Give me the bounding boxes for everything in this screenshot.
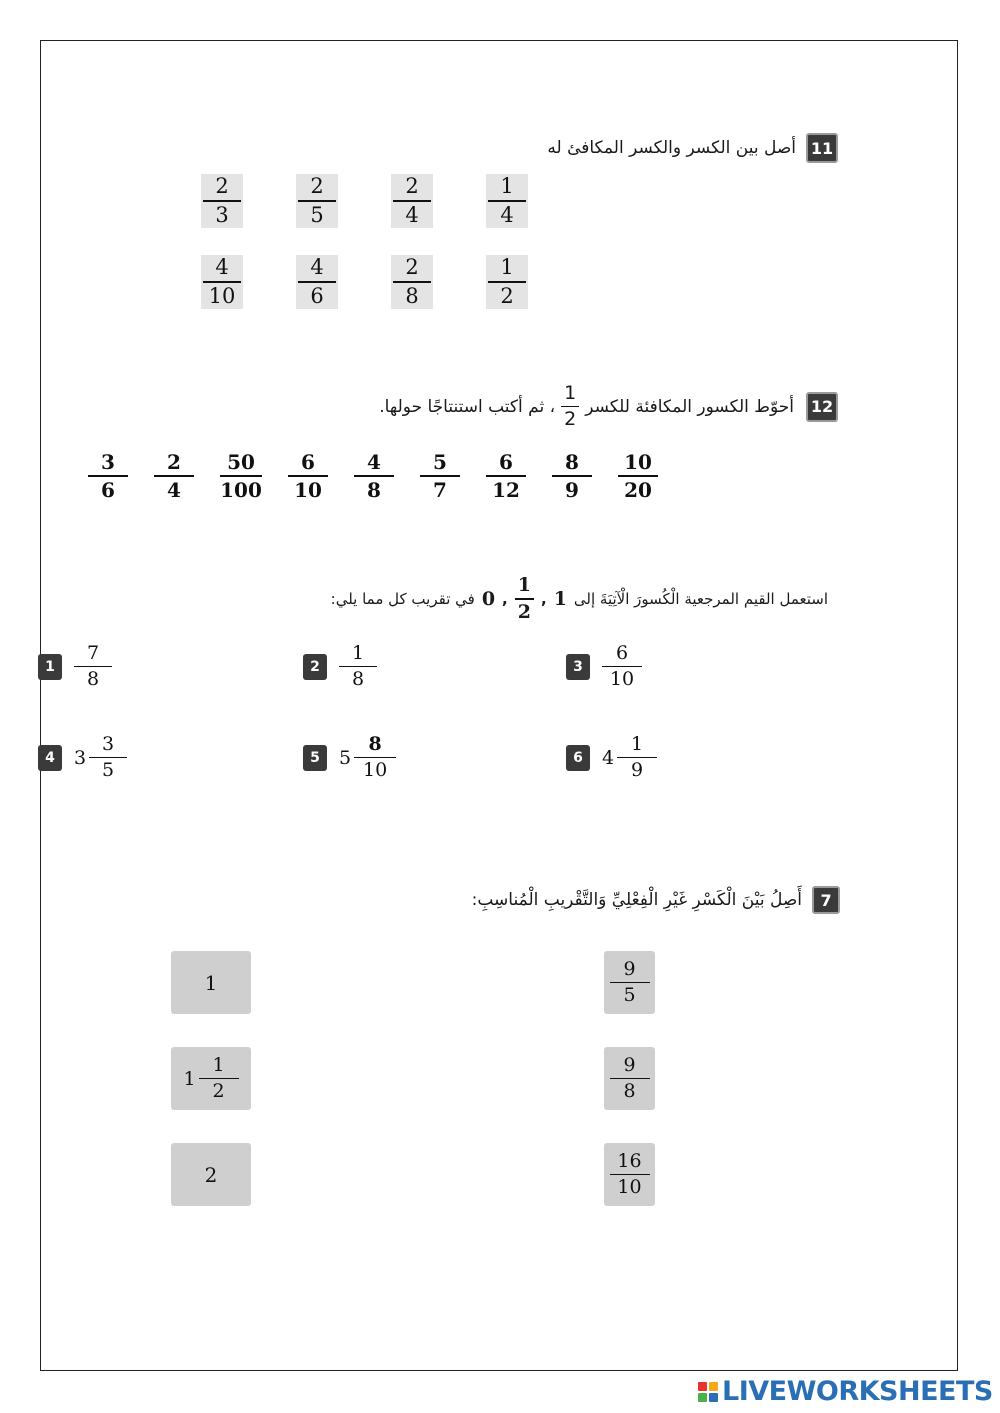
fraction-bar	[203, 200, 241, 202]
denominator: 5	[623, 984, 636, 1006]
denominator: 5	[102, 759, 115, 781]
fraction-bar	[393, 200, 431, 202]
q11-fraction[interactable]	[296, 174, 338, 228]
fraction-bar	[610, 982, 650, 983]
q7-right-box[interactable]	[604, 1047, 655, 1110]
q12-title-after: ، ثم أكتب استنتاجًا حولها.	[379, 396, 556, 417]
fraction-bar	[74, 666, 112, 667]
numerator: 9	[623, 958, 636, 980]
ref-value-half	[515, 576, 534, 622]
logo-mark-icon	[698, 1382, 718, 1402]
q11-heading	[547, 133, 838, 163]
numerator: 5	[433, 450, 447, 474]
denominator: 10	[609, 668, 635, 690]
fraction-part	[617, 735, 657, 780]
whole-part: 4	[602, 746, 615, 769]
fraction-bar	[488, 281, 526, 283]
denominator: 2	[517, 601, 531, 623]
q11-fraction[interactable]	[486, 174, 528, 228]
ref-comma: ,	[540, 590, 547, 608]
numerator: 9	[623, 1054, 636, 1076]
numerator: 6	[301, 450, 315, 474]
logo-square	[698, 1382, 707, 1391]
q7-left-box[interactable]	[171, 1143, 251, 1206]
whole-part: 3	[74, 746, 87, 769]
denominator: 6	[101, 478, 115, 502]
logo-square	[709, 1393, 718, 1402]
denominator: 12	[492, 478, 520, 502]
fraction-bar	[610, 1174, 650, 1175]
liveworksheets-logo[interactable]	[698, 1376, 993, 1407]
fraction-bar	[89, 757, 127, 758]
estimate-title-after: في تقريب كل مما يلي:	[330, 590, 475, 608]
q12-fraction[interactable]	[354, 452, 394, 500]
estimate-item	[303, 644, 377, 689]
q12-fraction-list	[88, 452, 658, 500]
fraction-bar	[515, 598, 534, 600]
q7-heading	[472, 886, 840, 914]
q12-number-badge: 12	[806, 392, 838, 422]
estimate-item-badge: 2	[303, 654, 327, 680]
numerator: 2	[405, 255, 419, 279]
denominator: 7	[433, 478, 447, 502]
numerator: 1	[500, 255, 514, 279]
logo-square	[709, 1382, 718, 1391]
denominator: 9	[631, 759, 644, 781]
numerator: 4	[367, 450, 381, 474]
estimate-fraction[interactable]	[602, 644, 642, 689]
q11-fraction[interactable]	[296, 255, 338, 309]
fraction-bar	[561, 406, 579, 407]
estimate-item-badge: 6	[566, 745, 590, 771]
numerator: 3	[102, 733, 115, 755]
fraction-bar	[354, 757, 396, 758]
fraction-bar	[220, 475, 262, 477]
denominator: 4	[405, 203, 419, 227]
estimate-item	[38, 735, 127, 780]
q12-fraction[interactable]	[618, 452, 658, 500]
denominator: 2	[212, 1080, 225, 1102]
numerator: 1	[564, 382, 577, 404]
box-mixed-number	[183, 1056, 238, 1101]
numerator: 2	[167, 450, 181, 474]
denominator: 10	[363, 759, 388, 781]
box-value: 2	[204, 1162, 218, 1187]
whole-part: 5	[339, 746, 352, 769]
denominator: 8	[405, 284, 419, 308]
fraction-part	[199, 1056, 239, 1101]
q11-fraction[interactable]	[486, 255, 528, 309]
q7-left-box[interactable]	[171, 951, 251, 1014]
numerator: 4	[215, 255, 229, 279]
denominator: 8	[367, 478, 381, 502]
denominator: 8	[623, 1080, 636, 1102]
q11-number-badge: 11	[806, 133, 838, 163]
estimate-item	[303, 735, 396, 780]
estimate-item-badge: 5	[303, 745, 327, 771]
q11-title: أصل بين الكسر والكسر المكافئ له	[547, 138, 796, 158]
logo-square	[698, 1393, 707, 1402]
fraction-bar	[552, 475, 592, 477]
estimate-item	[566, 735, 657, 780]
fraction-bar	[298, 281, 336, 283]
denominator: 3	[215, 203, 229, 227]
numerator: 6	[615, 642, 629, 664]
denominator: 4	[500, 203, 514, 227]
estimate-mixed-number[interactable]	[602, 735, 657, 780]
numerator: 10	[624, 450, 652, 474]
numerator: 2	[310, 174, 324, 198]
numerator: 6	[499, 450, 513, 474]
fraction-bar	[298, 200, 336, 202]
q7-number-badge: 7	[812, 886, 840, 914]
fraction-bar	[339, 666, 377, 667]
fraction-bar	[154, 475, 194, 477]
q12-fraction[interactable]	[154, 452, 194, 500]
q7-right-box[interactable]	[604, 951, 655, 1014]
numerator: 1	[517, 574, 531, 596]
numerator: 1	[631, 733, 644, 755]
ref-comma: ,	[502, 590, 508, 608]
box-value: 1	[204, 970, 218, 995]
q7-right-box[interactable]	[604, 1143, 655, 1206]
fraction-bar	[288, 475, 328, 477]
estimate-heading	[331, 576, 828, 622]
denominator: 9	[565, 478, 579, 502]
numerator: 3	[101, 450, 115, 474]
numerator: 8	[565, 450, 579, 474]
denominator: 100	[220, 478, 262, 502]
fraction-bar	[203, 281, 241, 283]
estimate-fraction[interactable]	[339, 644, 377, 689]
box-fraction	[610, 960, 650, 1005]
fraction-bar	[199, 1078, 239, 1079]
ref-value-zero: 0	[481, 588, 496, 610]
q11-fraction[interactable]	[201, 255, 243, 309]
fraction-bar	[617, 757, 657, 758]
estimate-item-badge: 1	[38, 654, 62, 680]
denominator: 4	[167, 478, 181, 502]
fraction-bar	[610, 1078, 650, 1079]
denominator: 10	[617, 1176, 642, 1198]
estimate-item-badge: 4	[38, 745, 62, 771]
q12-fraction[interactable]	[486, 452, 526, 500]
denominator: 10	[208, 284, 236, 308]
q7-left-box[interactable]	[171, 1047, 251, 1110]
numerator: 7	[86, 642, 100, 664]
ref-value-one: 1	[553, 588, 567, 610]
fraction-bar	[393, 281, 431, 283]
numerator: 1	[212, 1054, 225, 1076]
denominator: 8	[351, 668, 365, 690]
numerator: 2	[405, 174, 419, 198]
fraction-bar	[602, 666, 642, 667]
q12-fraction[interactable]	[220, 452, 262, 500]
q11-fraction[interactable]	[391, 174, 433, 228]
estimate-title-before: استعمل القيم المرجعية الْكُسورَ الْآتِيَةَ إلى	[573, 590, 828, 608]
fraction-bar	[420, 475, 460, 477]
denominator: 20	[624, 478, 652, 502]
fraction-bar	[488, 200, 526, 202]
numerator: 16	[617, 1150, 642, 1172]
q12-heading	[379, 384, 838, 429]
q7-title: أَصِلُ بَيْنَ الْكَسْرِ غَيْرِ الْفِعْلِيِّ وَالتَّقْريبِ الْمُناسِبِ:	[471, 890, 802, 910]
denominator: 10	[294, 478, 322, 502]
fraction-bar	[618, 475, 658, 477]
numerator: 2	[215, 174, 229, 198]
q12-fraction[interactable]	[88, 452, 128, 500]
fraction-bar	[354, 475, 394, 477]
fraction-bar	[88, 475, 128, 477]
fraction-part	[354, 735, 396, 780]
q12-fraction[interactable]	[552, 452, 592, 500]
q12-fraction[interactable]	[420, 452, 460, 500]
box-fraction	[610, 1152, 650, 1197]
estimate-item-badge: 3	[566, 654, 590, 680]
logo-text: LIVEWORKSHEETS	[722, 1376, 993, 1407]
estimate-mixed-number[interactable]	[74, 735, 127, 780]
denominator: 6	[310, 284, 324, 308]
whole-part: 1	[183, 1067, 196, 1090]
denominator: 2	[564, 408, 577, 430]
box-fraction	[610, 1056, 650, 1101]
numerator: 4	[310, 255, 324, 279]
denominator: 5	[310, 203, 324, 227]
q12-title-fraction	[561, 384, 579, 429]
estimate-fraction[interactable]	[74, 644, 112, 689]
q11-fraction[interactable]	[391, 255, 433, 309]
numerator: 1	[351, 642, 365, 664]
denominator: 8	[86, 668, 100, 690]
estimate-item	[38, 644, 112, 689]
fraction-bar	[486, 475, 526, 477]
q12-fraction[interactable]	[288, 452, 328, 500]
numerator: 1	[500, 174, 514, 198]
estimate-mixed-number[interactable]	[339, 735, 396, 780]
q12-title-before: أحوّط الكسور المكافئة للكسر	[585, 396, 794, 417]
denominator: 2	[500, 284, 514, 308]
fraction-part	[89, 735, 127, 780]
estimate-item	[566, 644, 642, 689]
numerator: 8	[368, 733, 382, 755]
q11-fraction[interactable]	[201, 174, 243, 228]
numerator: 50	[227, 450, 255, 474]
